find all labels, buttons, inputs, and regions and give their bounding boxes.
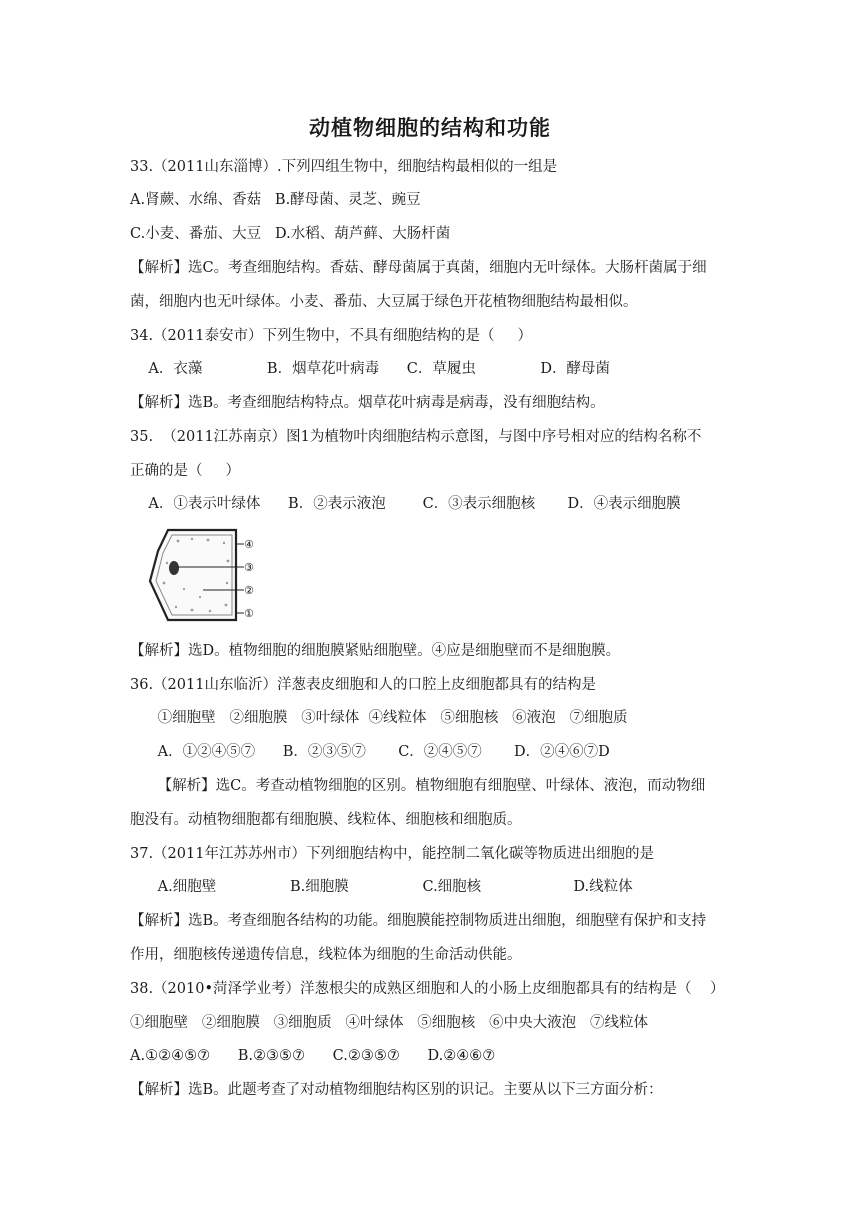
question-34: 34.（2011泰安市）下列生物中，不具有细胞结构的是（ ）	[130, 328, 533, 344]
question-33-options-cd: C.小麦、番茄、大豆 D.水稻、葫芦藓、大肠杆菌	[130, 226, 451, 242]
question-35-line2: 正确的是（ ）	[130, 463, 241, 479]
question-35-options: A．①表示叶绿体 B．②表示液泡 C．③表示细胞核 D．④表示细胞膜	[130, 496, 681, 512]
answer-36-line2: 胞没有。动植物细胞都有细胞膜、线粒体、细胞核和细胞质。	[130, 812, 522, 828]
answer-33-line2: 菌，细胞内也无叶绿体。小麦、番茄、大豆属于绿色开花植物细胞结构最相似。	[130, 294, 638, 310]
answer-34: 【解析】选B。考查细胞结构特点。烟草花叶病毒是病毒，没有细胞结构。	[130, 395, 605, 411]
question-38-structures: ①细胞壁 ②细胞膜 ③细胞质 ④叶绿体 ⑤细胞核 ⑥中央大液泡 ⑦线粒体	[130, 1015, 648, 1031]
question-35-line1: 35. （2011江苏南京）图1为植物叶肉细胞结构示意图，与图中序号相对应的结构名称不	[130, 429, 702, 445]
question-34-options: A．衣藻 B．烟草花叶病毒 C．草履虫 D．酵母菌	[130, 361, 610, 377]
answer-33-line1: 【解析】选C。考查细胞结构。香菇、酵母菌属于真菌，细胞内无叶绿体。大肠杆菌属于细	[130, 260, 707, 276]
question-36-options: A．①②④⑤⑦ B．②③⑤⑦ C．②④⑤⑦ D．②④⑥⑦D	[130, 744, 610, 760]
question-36: 36.（2011山东临沂）洋葱表皮细胞和人的口腔上皮细胞都具有的结构是	[130, 677, 596, 693]
plant-cell-diagram	[148, 527, 258, 623]
answer-37-line1: 【解析】选B。考查细胞各结构的功能。细胞膜能控制物质进出细胞，细胞壁有保护和支持	[130, 913, 707, 929]
question-36-structures: ①细胞壁 ②细胞膜 ③叶绿体 ④线粒体 ⑤细胞核 ⑥液泡 ⑦细胞质	[130, 710, 628, 726]
answer-37-line2: 作用，细胞核传递遗传信息，线粒体为细胞的生命活动供能。	[130, 947, 522, 963]
figure-label-1: ①	[244, 607, 254, 620]
nucleus-shape	[169, 561, 179, 575]
figure-label-4: ④	[244, 538, 254, 551]
page-title: 动植物细胞的结构和功能	[309, 116, 551, 140]
question-33-options-ab: A.肾蕨、水绵、香菇 B.酵母菌、灵芝、豌豆	[130, 192, 421, 208]
question-37: 37.（2011年江苏苏州市）下列细胞结构中，能控制二氧化碳等物质进出细胞的是	[130, 846, 654, 862]
question-37-options: A.细胞壁 B.细胞膜 C.细胞核 D.线粒体	[130, 879, 633, 895]
question-38-options: A.①②④⑤⑦ B.②③⑤⑦ C.②③⑤⑦ D.②④⑥⑦	[130, 1048, 496, 1064]
question-38: 38.（2010•菏泽学业考）洋葱根尖的成熟区细胞和人的小肠上皮细胞都具有的结构是（ ）	[130, 981, 725, 997]
answer-36-line1: 【解析】选C。考查动植物细胞的区别。植物细胞有细胞壁、叶绿体、液泡，而动物细	[130, 778, 706, 794]
answer-35: 【解析】选D。植物细胞的细胞膜紧贴细胞壁。④应是细胞壁而不是细胞膜。	[130, 643, 621, 659]
figure-label-3: ③	[244, 561, 254, 574]
question-33: 33.（2011山东淄博）.下列四组生物中，细胞结构最相似的一组是	[130, 159, 558, 175]
figure-label-2: ②	[244, 584, 254, 597]
answer-38: 【解析】选B。此题考查了对动植物细胞结构区别的识记。主要从以下三方面分析：	[130, 1082, 663, 1098]
